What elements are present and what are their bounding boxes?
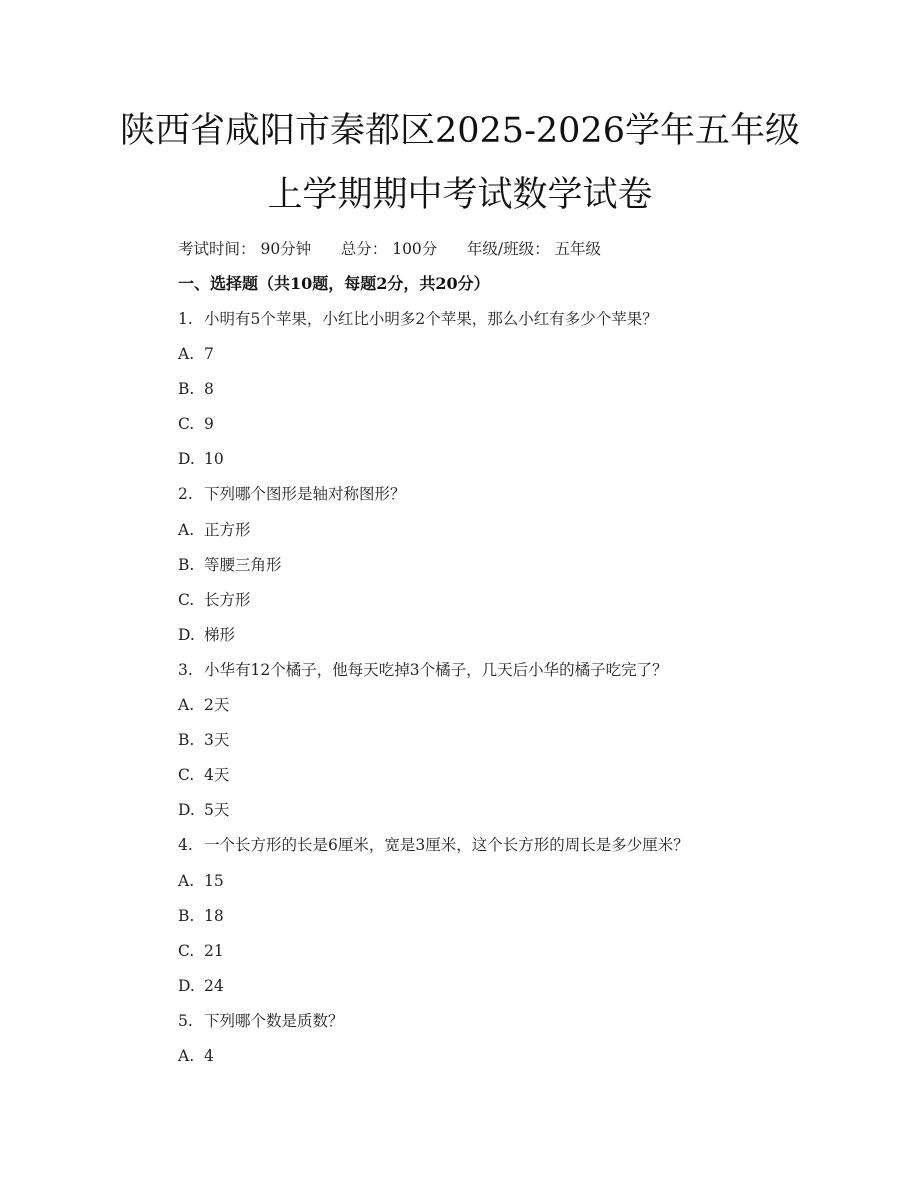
question-number: 1.	[178, 310, 193, 328]
time-value: 90分钟	[260, 240, 312, 258]
option-3c	[178, 764, 818, 799]
option-label: B.	[178, 731, 195, 750]
option-label: D.	[178, 450, 195, 469]
question-number: 4.	[178, 836, 193, 855]
option-5a	[178, 1045, 818, 1080]
question-number: 5.	[178, 1011, 193, 1030]
section-heading: 一、选择题（共10题，每题2分，共20分）	[178, 274, 490, 293]
option-text: 梯形	[204, 625, 236, 644]
option-text: 等腰三角形	[204, 555, 282, 574]
option-label: C.	[178, 941, 195, 960]
question-1	[178, 308, 818, 343]
option-text: 9	[204, 415, 214, 434]
question-number: 3.	[178, 660, 193, 679]
option-label: A.	[178, 520, 195, 539]
option-3b	[178, 729, 818, 764]
question-text: 小华有12个橘子，他每天吃掉3个橘子，几天后小华的橘子吃完了？	[204, 660, 668, 679]
option-2c	[178, 589, 818, 624]
option-label: B.	[178, 380, 195, 399]
option-text: 7	[204, 345, 214, 364]
option-label: C.	[178, 590, 195, 609]
option-label: C.	[178, 766, 195, 785]
option-3d	[178, 799, 818, 834]
option-4a	[178, 870, 818, 905]
option-4d	[178, 975, 818, 1010]
exam-title-line-2: 上学期期中考试数学试卷	[267, 175, 653, 215]
option-text: 15	[204, 871, 224, 890]
option-label: C.	[178, 415, 195, 434]
option-label: D.	[178, 976, 195, 995]
option-label: A.	[178, 696, 195, 715]
option-label: A.	[178, 345, 195, 364]
option-3a	[178, 694, 818, 729]
grade-label: 年级/班级：	[466, 240, 550, 258]
option-text: 4	[204, 1046, 214, 1065]
question-4	[178, 834, 818, 869]
option-text: 21	[204, 941, 224, 960]
question-text: 一个长方形的长是6厘米，宽是3厘米，这个长方形的周长是多少厘米？	[204, 836, 689, 855]
option-text: 5天	[204, 801, 230, 820]
option-text: 8	[204, 380, 214, 399]
option-label: A.	[178, 871, 195, 890]
option-label: B.	[178, 555, 195, 574]
question-list	[178, 308, 818, 1080]
option-text: 18	[204, 906, 224, 925]
option-text: 正方形	[204, 520, 251, 539]
option-1c	[178, 413, 818, 448]
time-label: 考试时间：	[178, 240, 256, 258]
total-label: 总分：	[340, 240, 388, 258]
question-text: 下列哪个数是质数？	[204, 1011, 344, 1030]
option-4b	[178, 905, 818, 940]
option-text: 24	[204, 976, 224, 995]
option-1b	[178, 378, 818, 413]
option-1d	[178, 448, 818, 483]
exam-meta	[178, 238, 601, 260]
question-5	[178, 1010, 818, 1045]
option-2b	[178, 554, 818, 589]
question-number: 2.	[178, 485, 193, 504]
option-1a	[178, 343, 818, 378]
question-text: 下列哪个图形是轴对称图形？	[204, 485, 406, 504]
option-label: D.	[178, 625, 195, 644]
option-text: 4天	[204, 766, 230, 785]
question-3	[178, 659, 818, 694]
exam-title-line-1: 陕西省咸阳市秦都区2025-2026学年五年级	[120, 111, 800, 151]
question-text: 小明有5个苹果，小红比小明多2个苹果，那么小红有多少个苹果？	[204, 310, 658, 328]
option-label: D.	[178, 801, 195, 820]
option-text: 3天	[204, 731, 230, 750]
option-2a	[178, 519, 818, 554]
option-text: 长方形	[204, 590, 251, 609]
total-value: 100分	[392, 240, 438, 258]
grade-value: 五年级	[554, 240, 602, 258]
option-4c	[178, 940, 818, 975]
question-2	[178, 483, 818, 518]
option-label: A.	[178, 1046, 195, 1065]
option-2d	[178, 624, 818, 659]
option-label: B.	[178, 906, 195, 925]
option-text: 10	[204, 450, 224, 469]
option-text: 2天	[204, 696, 230, 715]
